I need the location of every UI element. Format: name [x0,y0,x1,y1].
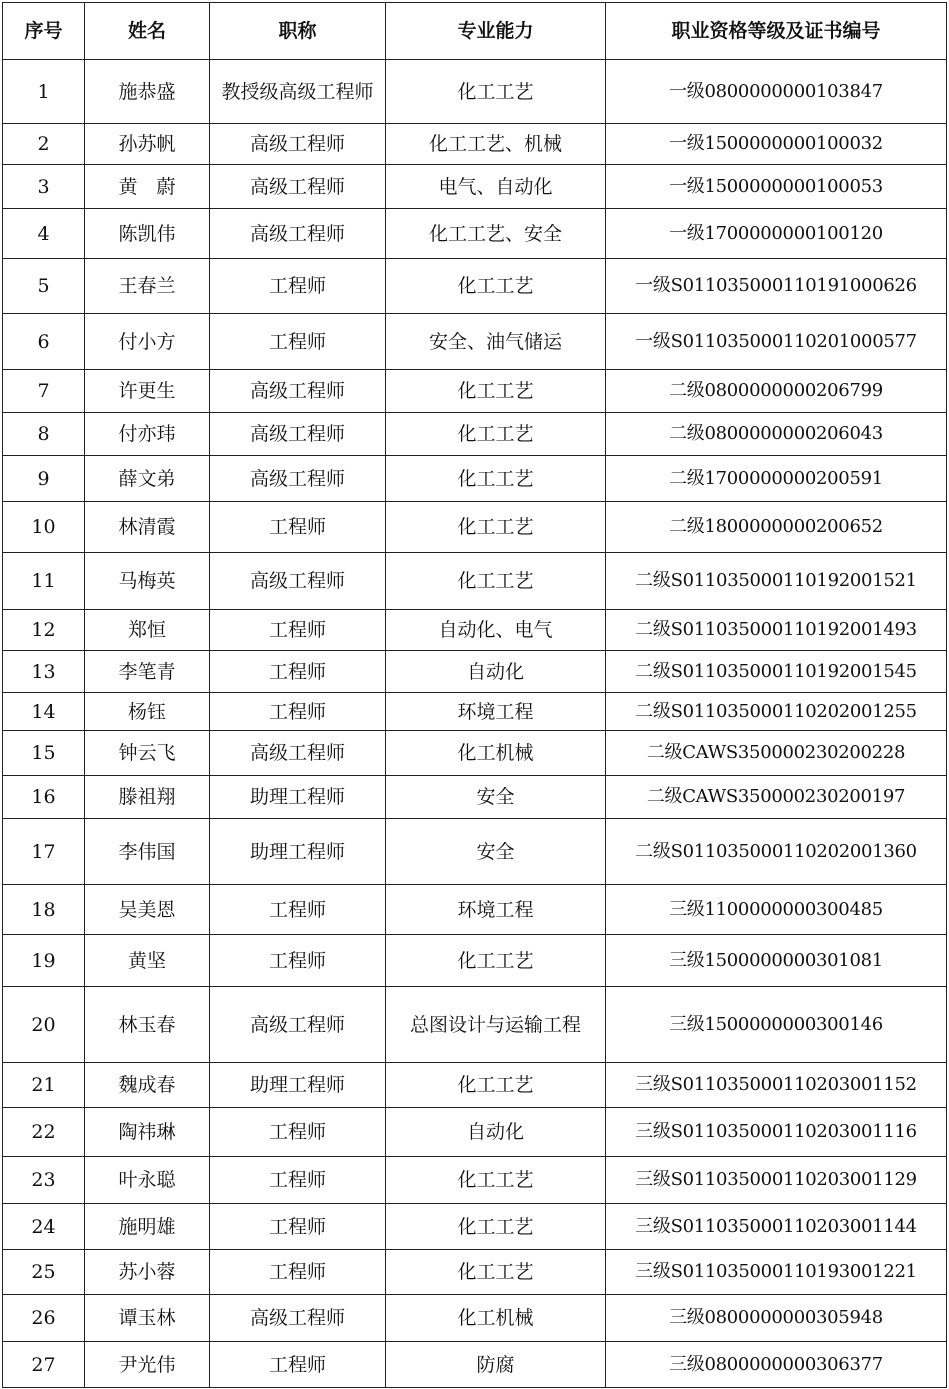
cell-cert: 三级1500000000300146 [606,987,947,1063]
cell-no: 7 [3,370,85,413]
table-row [3,1295,947,1342]
cell-cert: 二级S011035000110192001521 [606,553,947,610]
cell-cert: 三级1100000000300485 [606,885,947,935]
cell-specialty: 安全、油气储运 [386,314,606,370]
qualification-table [2,2,947,1388]
table-row [3,731,947,776]
cell-title: 高级工程师 [210,370,386,413]
table-row [3,60,947,124]
cell-name: 施明雄 [85,1204,210,1250]
cell-cert: 二级1700000000200591 [606,456,947,502]
cell-name: 杨钰 [85,693,210,731]
table-row [3,1157,947,1204]
cell-title: 工程师 [210,1157,386,1204]
cell-name: 薛文弟 [85,456,210,502]
cell-name: 黄坚 [85,935,210,987]
cell-name: 叶永聪 [85,1157,210,1204]
cell-title: 高级工程师 [210,1295,386,1342]
cell-title: 工程师 [210,1250,386,1295]
cell-cert: 一级S011035000110191000626 [606,259,947,314]
header-name: 姓名 [85,3,210,60]
cell-name: 滕祖翔 [85,776,210,819]
cell-cert: 三级0800000000305948 [606,1295,947,1342]
cell-name: 李笔青 [85,651,210,693]
table-row [3,693,947,731]
cell-title: 助理工程师 [210,1063,386,1108]
table-row [3,935,947,987]
cell-cert: 二级S011035000110202001255 [606,693,947,731]
cell-no: 22 [3,1108,85,1157]
table-row [3,1250,947,1295]
cell-cert: 二级0800000000206799 [606,370,947,413]
cell-cert: 二级S011035000110192001545 [606,651,947,693]
cell-specialty: 化工工艺 [386,553,606,610]
table-row [3,987,947,1063]
cell-specialty: 自动化 [386,1108,606,1157]
cell-specialty: 防腐 [386,1342,606,1388]
table-row [3,165,947,209]
cell-cert: 三级S011035000110203001152 [606,1063,947,1108]
cell-title: 高级工程师 [210,413,386,456]
header-cert: 职业资格等级及证书编号 [606,3,947,60]
cell-specialty: 安全 [386,776,606,819]
cell-specialty: 电气、自动化 [386,165,606,209]
cell-title: 高级工程师 [210,209,386,259]
cell-no: 20 [3,987,85,1063]
cell-no: 12 [3,610,85,651]
cell-no: 6 [3,314,85,370]
cell-name: 林玉春 [85,987,210,1063]
table-row [3,1204,947,1250]
cell-cert: 一级1500000000100032 [606,124,947,165]
cell-title: 高级工程师 [210,165,386,209]
table-row [3,1108,947,1157]
cell-no: 3 [3,165,85,209]
cell-name: 施恭盛 [85,60,210,124]
cell-title: 工程师 [210,935,386,987]
header-specialty: 专业能力 [386,3,606,60]
cell-no: 10 [3,502,85,553]
cell-no: 27 [3,1342,85,1388]
cell-no: 5 [3,259,85,314]
cell-title: 工程师 [210,314,386,370]
cell-cert: 一级0800000000103847 [606,60,947,124]
cell-no: 19 [3,935,85,987]
table-row [3,124,947,165]
cell-title: 高级工程师 [210,731,386,776]
cell-no: 9 [3,456,85,502]
cell-specialty: 自动化 [386,651,606,693]
cell-cert: 二级CAWS350000230200197 [606,776,947,819]
cell-no: 25 [3,1250,85,1295]
cell-specialty: 化工工艺、安全 [386,209,606,259]
cell-name: 陶祎琳 [85,1108,210,1157]
cell-specialty: 化工工艺 [386,370,606,413]
header-no: 序号 [3,3,85,60]
header-title: 职称 [210,3,386,60]
cell-title: 工程师 [210,1108,386,1157]
cell-title: 工程师 [210,885,386,935]
table-row [3,776,947,819]
table-row [3,314,947,370]
cell-no: 2 [3,124,85,165]
cell-title: 工程师 [210,1204,386,1250]
cell-no: 1 [3,60,85,124]
cell-name: 孙苏帆 [85,124,210,165]
cell-specialty: 化工机械 [386,1295,606,1342]
table-row [3,259,947,314]
cell-specialty: 化工工艺、机械 [386,124,606,165]
table-row [3,456,947,502]
table-row [3,610,947,651]
cell-cert: 三级1500000000301081 [606,935,947,987]
table-row [3,1342,947,1388]
cell-title: 助理工程师 [210,819,386,885]
table-row [3,885,947,935]
cell-name: 谭玉林 [85,1295,210,1342]
table-row [3,651,947,693]
cell-title: 高级工程师 [210,553,386,610]
cell-cert: 三级S011035000110203001116 [606,1108,947,1157]
cell-name: 陈凯伟 [85,209,210,259]
cell-specialty: 化工工艺 [386,259,606,314]
cell-specialty: 化工机械 [386,731,606,776]
cell-no: 24 [3,1204,85,1250]
table-row [3,502,947,553]
cell-specialty: 化工工艺 [386,413,606,456]
cell-title: 高级工程师 [210,456,386,502]
table-row [3,1063,947,1108]
cell-no: 13 [3,651,85,693]
cell-title: 工程师 [210,610,386,651]
cell-specialty: 化工工艺 [386,1250,606,1295]
cell-no: 26 [3,1295,85,1342]
cell-specialty: 化工工艺 [386,502,606,553]
cell-no: 14 [3,693,85,731]
cell-cert: 一级S011035000110201000577 [606,314,947,370]
cell-specialty: 环境工程 [386,885,606,935]
table-row [3,413,947,456]
cell-no: 18 [3,885,85,935]
cell-name: 林清霞 [85,502,210,553]
cell-name: 魏成春 [85,1063,210,1108]
table-row [3,819,947,885]
cell-cert: 三级S011035000110193001221 [606,1250,947,1295]
cell-no: 21 [3,1063,85,1108]
cell-name: 付小方 [85,314,210,370]
cell-name: 马梅英 [85,553,210,610]
cell-title: 工程师 [210,1342,386,1388]
cell-no: 17 [3,819,85,885]
cell-name: 钟云飞 [85,731,210,776]
cell-specialty: 化工工艺 [386,935,606,987]
cell-cert: 三级S011035000110203001129 [606,1157,947,1204]
cell-title: 工程师 [210,693,386,731]
table-row [3,553,947,610]
cell-no: 4 [3,209,85,259]
cell-specialty: 化工工艺 [386,1157,606,1204]
cell-specialty: 安全 [386,819,606,885]
cell-title: 工程师 [210,259,386,314]
cell-specialty: 环境工程 [386,693,606,731]
cell-cert: 三级S011035000110203001144 [606,1204,947,1250]
cell-name: 郑恒 [85,610,210,651]
cell-cert: 二级S011035000110202001360 [606,819,947,885]
cell-specialty: 化工工艺 [386,60,606,124]
cell-name: 付亦玮 [85,413,210,456]
cell-no: 23 [3,1157,85,1204]
cell-title: 教授级高级工程师 [210,60,386,124]
cell-specialty: 总图设计与运输工程 [386,987,606,1063]
cell-cert: 一级1700000000100120 [606,209,947,259]
cell-cert: 二级CAWS350000230200228 [606,731,947,776]
cell-specialty: 化工工艺 [386,1204,606,1250]
cell-name: 尹光伟 [85,1342,210,1388]
cell-cert: 一级1500000000100053 [606,165,947,209]
cell-specialty: 化工工艺 [386,1063,606,1108]
cell-name: 许更生 [85,370,210,413]
cell-cert: 二级S011035000110192001493 [606,610,947,651]
cell-title: 高级工程师 [210,987,386,1063]
cell-no: 11 [3,553,85,610]
cell-cert: 二级1800000000200652 [606,502,947,553]
cell-title: 助理工程师 [210,776,386,819]
cell-cert: 二级0800000000206043 [606,413,947,456]
cell-title: 工程师 [210,651,386,693]
cell-title: 工程师 [210,502,386,553]
table-row [3,209,947,259]
cell-cert: 三级0800000000306377 [606,1342,947,1388]
table-row [3,370,947,413]
cell-specialty: 自动化、电气 [386,610,606,651]
cell-name: 黄 蔚 [85,165,210,209]
cell-name: 王春兰 [85,259,210,314]
cell-no: 8 [3,413,85,456]
cell-name: 吴美恩 [85,885,210,935]
header-row [3,3,947,60]
cell-title: 高级工程师 [210,124,386,165]
cell-no: 15 [3,731,85,776]
cell-name: 李伟国 [85,819,210,885]
cell-no: 16 [3,776,85,819]
cell-name: 苏小蓉 [85,1250,210,1295]
cell-specialty: 化工工艺 [386,456,606,502]
